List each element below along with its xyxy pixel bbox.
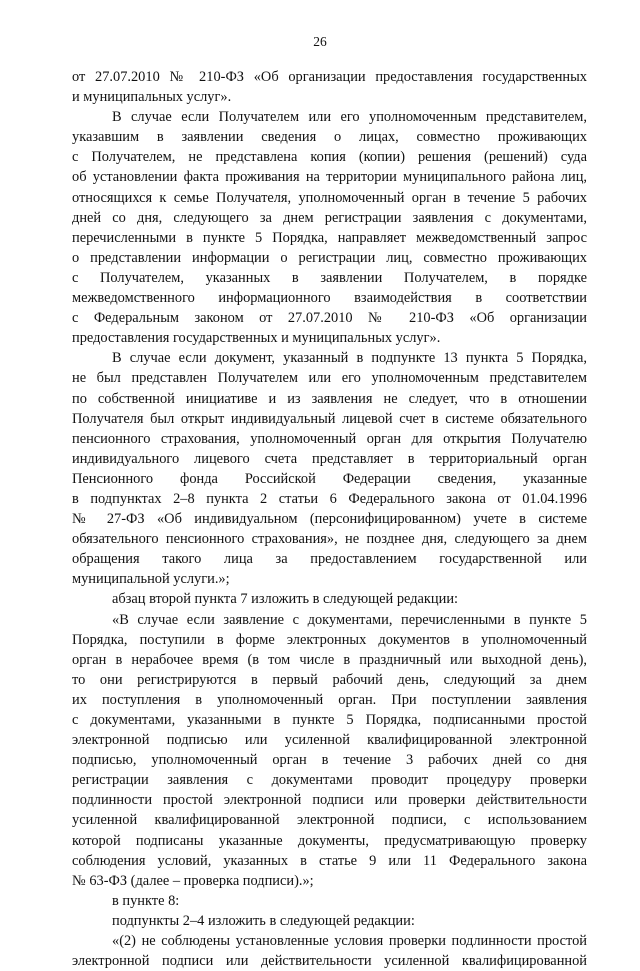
text-line: предоставления государственных и муниципальных услуг». xyxy=(72,330,441,347)
text-line: абзац второй пункта 7 изложить в следующей редакции: xyxy=(112,591,459,608)
text-line: об установлении факта проживания на территории муниципального района лиц, xyxy=(72,169,587,186)
text-line: Пенсионного фонда Российской Федерации сведения, указанные xyxy=(72,470,587,487)
text-line: от 27.07.2010 № 210-ФЗ «Об организации предоставления государственных xyxy=(72,69,587,85)
text-line: и муниципальных услуг». xyxy=(72,89,232,106)
text-line: не был представлен Получателем или его уполномоченным представителем xyxy=(72,370,587,387)
text-line: муниципальной услуги.»; xyxy=(72,571,230,588)
page-number: 26 xyxy=(313,34,327,49)
text-line: о представлении информации о регистрации лиц, совместно проживающих xyxy=(72,249,587,266)
text-line: перечисленными в пункте 5 Порядка, направляет межведомственный запрос xyxy=(72,229,587,246)
text-line: межведомственного информационного взаимодействия в соответствии xyxy=(72,290,587,307)
text-line: с документами, указанными в пункте 5 Порядка, подписанными простой xyxy=(72,712,587,728)
text-line: В случае если документ, указанный в подпункте 13 пункта 5 Порядка, xyxy=(112,350,587,367)
text-line: обращения такого лица за предоставлением государственной или xyxy=(72,551,587,568)
text-line: усиленной квалифицированной электронной подписи, с использованием xyxy=(72,812,587,829)
text-line: электронной подписью или усиленной квалифицированной электронной xyxy=(72,732,587,749)
text-line: Получателя был открыт индивидуальный лицевой счет в системе обязательного xyxy=(72,410,587,427)
text-line: индивидуального лицевого счета представляет в территориальный орган xyxy=(72,450,587,467)
text-line: подписью, уполномоченный орган в течение 3 рабочих дней со дня xyxy=(72,752,587,769)
text-line: с Получателем, не представлена копия (копии) решения (решений) суда xyxy=(72,149,587,166)
text-line: то они регистрируются в первый рабочий день, следующий за днем xyxy=(72,671,587,688)
document-body xyxy=(72,67,587,971)
text-line: дней со дня, следующего за днем регистрации заявления с документами, xyxy=(72,209,587,226)
text-line: № 27-ФЗ «Об индивидуальном (персонифицированном) учете в системе xyxy=(72,511,587,528)
text-line: относящихся к семье Получателя, уполномоченный орган в течение 5 рабочих xyxy=(72,189,587,206)
text-line: Порядка, поступили в форме электронных документов в уполномоченный xyxy=(72,631,587,648)
text-line: с Федеральным законом от 27.07.2010 № 210-ФЗ «Об организации xyxy=(72,310,587,327)
text-line: обязательного пенсионного страхования», не позднее дня, следующего за днем xyxy=(72,531,587,548)
text-line: их поступления в уполномоченный орган. При поступлении заявления xyxy=(72,691,587,708)
text-line: подпункты 2–4 изложить в следующей редакции: xyxy=(112,912,415,929)
text-line: орган в нерабочее время (в том числе в праздничный или выходной день), xyxy=(72,651,587,668)
text-line: № 63-ФЗ (далее – проверка подписи).»; xyxy=(72,872,314,889)
text-line: электронной подписи или действительности усиленной квалифицированной xyxy=(72,953,587,970)
text-line: указавшим в заявлении сведения о лицах, совместно проживающих xyxy=(72,129,587,146)
text-line: В случае если Получателем или его уполномоченным представителем, xyxy=(112,109,587,126)
text-line: с Получателем, указанных в заявлении Получателем, в порядке xyxy=(72,269,587,286)
text-line: регистрации заявления с документами проводит процедуру проверки xyxy=(72,772,587,789)
text-line: по собственной инициативе и из заявления не следует, что в отношении xyxy=(72,390,587,407)
text-line: пенсионного страхования, уполномоченный орган для открытия Получателю xyxy=(72,430,587,447)
text-line: соблюдения условий, указанных в статье 9 или 11 Федерального закона xyxy=(72,852,587,869)
text-line: «(2) не соблюдены установленные условия проверки подлинности простой xyxy=(112,933,587,950)
text-line: в пункте 8: xyxy=(112,892,180,909)
text-line: «В случае если заявление с документами, перечисленными в пункте 5 xyxy=(112,611,587,628)
text-line: которой подписаны указанные документы, предусматривающую проверку xyxy=(72,832,587,849)
text-line: подлинности простой электронной подписи или проверки действительности xyxy=(72,792,587,809)
text-line: в подпунктах 2–8 пункта 2 статьи 6 Федерального закона от 01.04.1996 xyxy=(72,490,587,507)
